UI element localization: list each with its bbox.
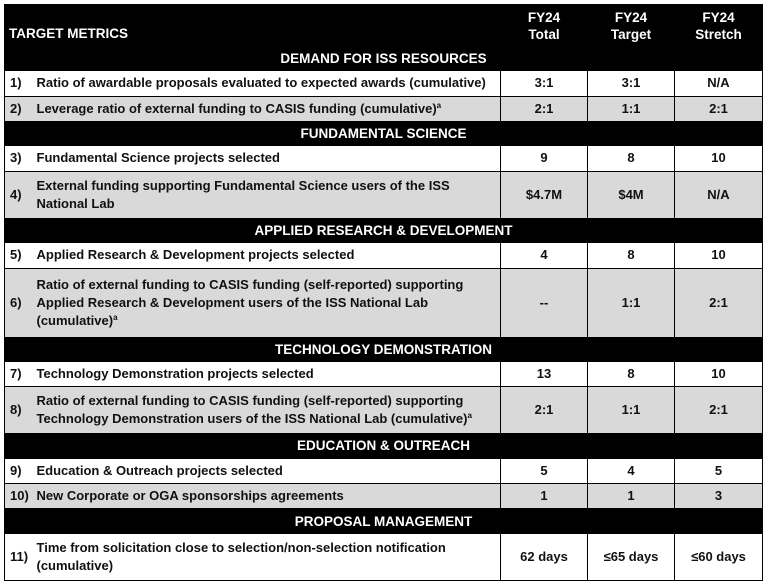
section-title: DEMAND FOR ISS RESOURCES bbox=[5, 47, 763, 71]
metric-text: Ratio of external funding to CASIS funding (self-reported) supporting Technology Demonstration users of the ISS National Lab (cumulative) bbox=[36, 393, 468, 427]
section-header-row bbox=[5, 337, 763, 361]
metric-text: External funding supporting Fundamental Science users of the ISS National Lab bbox=[36, 177, 450, 211]
value-fy24-stretch: ≤60 days bbox=[675, 533, 763, 580]
value-fy24-target: 8 bbox=[588, 361, 675, 386]
footnote-marker: a bbox=[113, 312, 118, 322]
metric-label bbox=[35, 268, 501, 337]
metric-number: 2) bbox=[5, 96, 35, 121]
value-fy24-total: $4.7M bbox=[501, 171, 588, 218]
metric-row bbox=[5, 71, 763, 96]
metric-row bbox=[5, 243, 763, 268]
section-title: APPLIED RESEARCH & DEVELOPMENT bbox=[5, 218, 763, 242]
metric-text: Technology Demonstration projects selected bbox=[36, 365, 314, 381]
section-title: PROPOSAL MANAGEMENT bbox=[5, 509, 763, 533]
section-header-row bbox=[5, 218, 763, 242]
value-fy24-total: 62 days bbox=[501, 533, 588, 580]
value-fy24-stretch: 10 bbox=[675, 361, 763, 386]
value-fy24-stretch: 10 bbox=[675, 146, 763, 171]
metric-row bbox=[5, 387, 763, 434]
value-fy24-total: -- bbox=[501, 268, 588, 337]
metric-row bbox=[5, 96, 763, 121]
metric-text: Applied Research & Development projects selected bbox=[36, 247, 355, 263]
metric-text: Fundamental Science projects selected bbox=[36, 150, 280, 166]
value-fy24-target: 1:1 bbox=[588, 96, 675, 121]
section-title: EDUCATION & OUTREACH bbox=[5, 434, 763, 458]
value-fy24-stretch: 2:1 bbox=[675, 96, 763, 121]
metric-label bbox=[35, 96, 501, 121]
metric-number: 5) bbox=[5, 243, 35, 268]
metric-number: 6) bbox=[5, 268, 35, 337]
value-fy24-target: $4M bbox=[588, 171, 675, 218]
metric-label bbox=[35, 146, 501, 171]
metric-number: 1) bbox=[5, 71, 35, 96]
value-fy24-total: 4 bbox=[501, 243, 588, 268]
header-fy24-total: FY24 Total bbox=[501, 5, 588, 47]
metric-row bbox=[5, 484, 763, 509]
metric-text: Leverage ratio of external funding to CASIS funding (cumulative) bbox=[36, 100, 437, 116]
header-metrics-label: TARGET METRICS bbox=[5, 5, 501, 47]
value-fy24-stretch: 10 bbox=[675, 243, 763, 268]
metric-number: 7) bbox=[5, 361, 35, 386]
value-fy24-target: ≤65 days bbox=[588, 533, 675, 580]
metric-row bbox=[5, 361, 763, 386]
value-fy24-target: 3:1 bbox=[588, 71, 675, 96]
footnote-marker: a bbox=[467, 411, 472, 421]
value-fy24-target: 1:1 bbox=[588, 268, 675, 337]
section-title: TECHNOLOGY DEMONSTRATION bbox=[5, 337, 763, 361]
metric-text: Ratio of external funding to CASIS funding (self-reported) supporting Applied Research & Development users of the ISS National Lab (cumulative) bbox=[36, 276, 464, 328]
metric-row bbox=[5, 268, 763, 337]
metric-number: 4) bbox=[5, 171, 35, 218]
metric-text: Education & Outreach projects selected bbox=[36, 462, 283, 478]
metric-number: 10) bbox=[5, 484, 35, 509]
metric-row bbox=[5, 171, 763, 218]
metric-label bbox=[35, 387, 501, 434]
metric-number: 9) bbox=[5, 458, 35, 483]
metric-label bbox=[35, 171, 501, 218]
metric-row bbox=[5, 146, 763, 171]
value-fy24-target: 4 bbox=[588, 458, 675, 483]
value-fy24-stretch: N/A bbox=[675, 71, 763, 96]
value-fy24-total: 13 bbox=[501, 361, 588, 386]
value-fy24-stretch: 3 bbox=[675, 484, 763, 509]
section-header-row bbox=[5, 47, 763, 71]
metric-label bbox=[35, 361, 501, 386]
metric-label bbox=[35, 71, 501, 96]
metric-number: 8) bbox=[5, 387, 35, 434]
metric-row bbox=[5, 533, 763, 580]
metric-label bbox=[35, 533, 501, 580]
header-fy24-stretch: FY24 Stretch bbox=[675, 5, 763, 47]
value-fy24-stretch: 5 bbox=[675, 458, 763, 483]
value-fy24-total: 3:1 bbox=[501, 71, 588, 96]
header-fy24-target: FY24 Target bbox=[588, 5, 675, 47]
target-metrics-table bbox=[4, 4, 763, 581]
value-fy24-stretch: N/A bbox=[675, 171, 763, 218]
metric-number: 11) bbox=[5, 533, 35, 580]
metric-number: 3) bbox=[5, 146, 35, 171]
metric-label bbox=[35, 458, 501, 483]
section-title: FUNDAMENTAL SCIENCE bbox=[5, 122, 763, 146]
value-fy24-target: 1:1 bbox=[588, 387, 675, 434]
header-row bbox=[5, 5, 763, 47]
value-fy24-total: 9 bbox=[501, 146, 588, 171]
section-header-row bbox=[5, 434, 763, 458]
metric-text: Time from solicitation close to selection/non-selection notification (cumulative) bbox=[36, 539, 446, 573]
value-fy24-target: 8 bbox=[588, 243, 675, 268]
footnote-marker: a bbox=[436, 100, 442, 110]
metric-text: New Corporate or OGA sponsorships agreements bbox=[36, 488, 344, 504]
metric-text: Ratio of awardable proposals evaluated to expected awards (cumulative) bbox=[36, 75, 486, 91]
value-fy24-total: 1 bbox=[501, 484, 588, 509]
section-header-row bbox=[5, 122, 763, 146]
value-fy24-target: 8 bbox=[588, 146, 675, 171]
value-fy24-total: 2:1 bbox=[501, 96, 588, 121]
value-fy24-total: 5 bbox=[501, 458, 588, 483]
value-fy24-stretch: 2:1 bbox=[675, 268, 763, 337]
section-header-row bbox=[5, 509, 763, 533]
metric-label bbox=[35, 484, 501, 509]
value-fy24-target: 1 bbox=[588, 484, 675, 509]
value-fy24-stretch: 2:1 bbox=[675, 387, 763, 434]
metric-label bbox=[35, 243, 501, 268]
metric-row bbox=[5, 458, 763, 483]
value-fy24-total: 2:1 bbox=[501, 387, 588, 434]
